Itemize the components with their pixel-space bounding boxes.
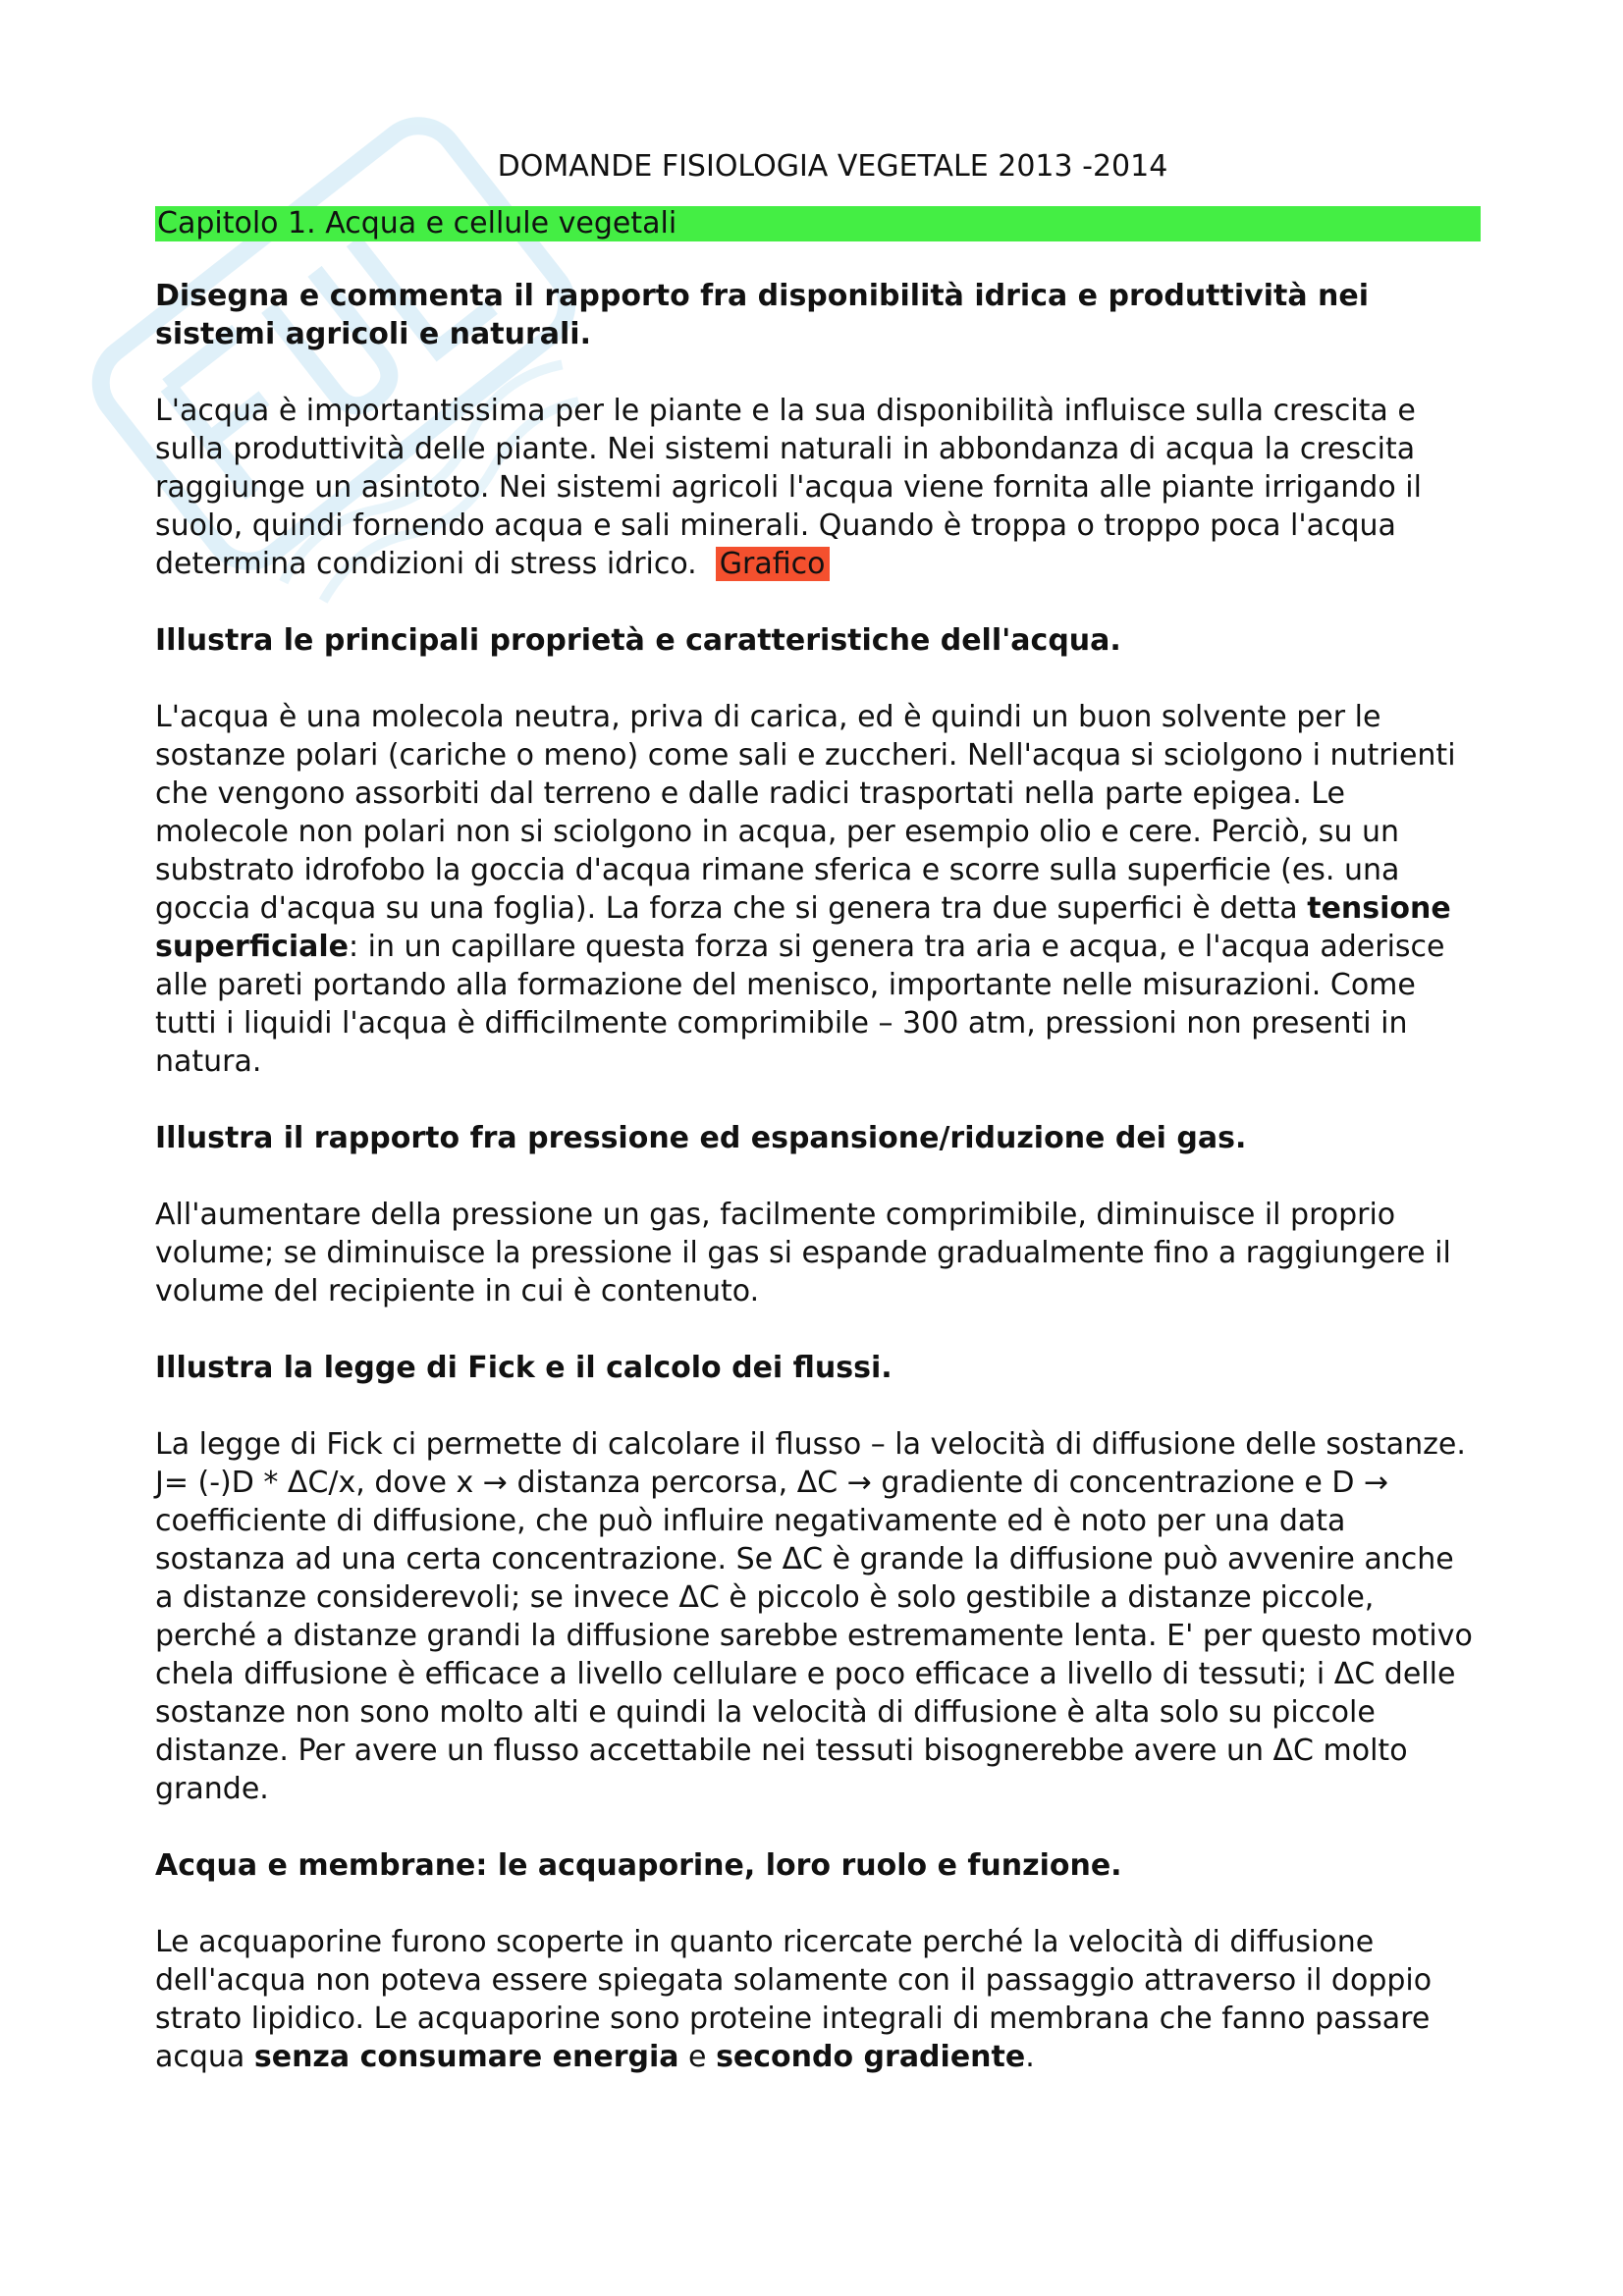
answer-3: All'aumentare della pressione un gas, facilmente comprimibile, diminuisce il proprio volume; se diminuisce la pressione il gas si espande gradualmente fino a raggiungere il volume del recipiente in cui è contenuto. (155, 1198, 1451, 1308)
grafico-highlight: Grafico (716, 547, 830, 581)
answer-5-text-mid: e (688, 2040, 707, 2074)
answer-1 (155, 392, 1481, 583)
answer-2 (155, 698, 1481, 1081)
answer-4-line-2: J= (-)D * ΔC/x, dove x → distanza percorsa, ΔC → gradiente di concentrazione e D → coefficiente di diffusione, che può influire negativamente ed è noto per una data sostanza ad una certa concentrazione. Se ΔC è grande la diffusione può avvenire anche a distanze considerevoli; se invece ΔC è piccolo è solo gestibile a distanze piccole, perché a distanze grandi la diffusione sarebbe estremamente lenta. E' per questo motivo chela diffusione è efficace a livello cellulare e poco efficace a livello di tessuti; i ΔC delle sostanze non sono molto alti e quindi la velocità di diffusione è alta solo su piccole distanze. Per avere un flusso accettabile nei tessuti bisognerebbe avere un ΔC molto grande. (155, 1466, 1473, 1806)
document-page (155, 147, 1481, 2114)
question-1: Disegna e commenta il rapporto fra disponibilità idrica e produttività nei sistemi agricoli e naturali. (155, 279, 1370, 351)
answer-4 (155, 1425, 1481, 1808)
question-5: Acqua e membrane: le acquaporine, loro ruolo e funzione. (155, 1848, 1122, 1883)
answer-5 (155, 1923, 1481, 2076)
question-3: Illustra il rapporto fra pressione ed espansione/riduzione dei gas. (155, 1121, 1247, 1155)
answer-5-text-pre: Le acquaporine furono scoperte in quanto ricercate perché la velocità di diffusione dell'acqua non poteva essere spiegata solamente con il passaggio attraverso il doppio strato lipidico. Le acquaporine sono proteine integrali di membrana che fanno passare acqua (155, 1925, 1433, 2074)
answer-2-text-post: : in un capillare questa forza si genera tra aria e acqua, e l'acqua aderisce alle pareti portando alla formazione del menisco, importante nelle misurazioni. Come tutti i liquidi l'acqua è difficilmente comprimibile – 300 atm, pressioni non presenti in natura. (155, 930, 1445, 1079)
answer-5-text-end: . (1025, 2040, 1035, 2074)
chapter-heading: Capitolo 1. Acqua e cellule vegetali (155, 206, 1481, 241)
document-title: DOMANDE FISIOLOGIA VEGETALE 2013 -2014 (497, 149, 1168, 184)
answer-4-line-1: La legge di Fick ci permette di calcolare il flusso – la velocità di diffusione delle sostanze. (155, 1427, 1466, 1462)
question-2: Illustra le principali proprietà e caratteristiche dell'acqua. (155, 623, 1121, 658)
answer-2-text-pre: L'acqua è una molecola neutra, priva di carica, ed è quindi un buon solvente per le sostanze polari (cariche o meno) come sali e zuccheri. Nell'acqua si sciolgono i nutrienti che vengono assorbiti dal terreno e dalle radici trasportati nella parte epigea. Le molecole non polari non si sciolgono in acqua, per esempio olio e cere. Perciò, su un substrato idrofobo la goccia d'acqua rimane sferica e scorre sulla superficie (es. una goccia d'acqua su una foglia). La forza che si genera tra due superfici è detta (155, 700, 1456, 926)
question-4: Illustra la legge di Fick e il calcolo dei flussi. (155, 1351, 893, 1385)
answer-1-text: L'acqua è importantissima per le piante e la sua disponibilità influisce sulla crescita e sulla produttività delle piante. Nei sistemi naturali in abbondanza di acqua la crescita raggiunge un asintoto. Nei sistemi agricoli l'acqua viene fornita alle piante irrigando il suolo, quindi fornendo acqua e sali minerali. Quando è troppa o troppo poca l'acqua determina condizioni di stress idrico. (155, 394, 1422, 581)
answer-5-bold-2: secondo gradiente (716, 2040, 1026, 2074)
answer-5-bold-1: senza consumare energia (253, 2040, 679, 2074)
answer-2-bold-term: tensione superficiale (155, 891, 1451, 964)
